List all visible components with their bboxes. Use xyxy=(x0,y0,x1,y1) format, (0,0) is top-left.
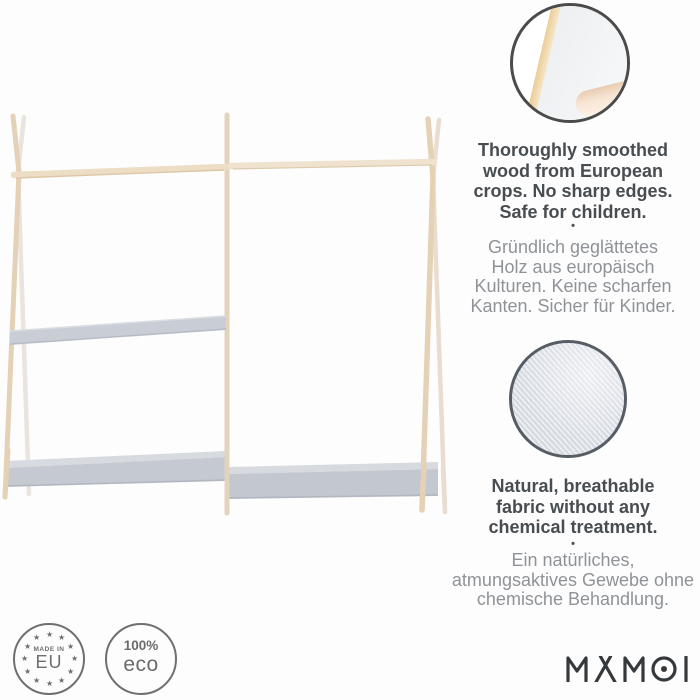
subtext-line: Kanten. Sicher für Kinder. xyxy=(470,295,676,316)
eco-badge xyxy=(105,623,177,695)
separator-dot: • xyxy=(571,220,575,232)
rack-hanging-rail-left xyxy=(14,167,226,178)
headline-line: fabric without any xyxy=(495,496,650,517)
eu-star-icon: ★ xyxy=(58,676,66,685)
logo-letter-m xyxy=(566,656,588,682)
logo-letter-m xyxy=(623,656,645,682)
eu-label: EU xyxy=(35,652,63,672)
eu-star-icon: ★ xyxy=(46,630,54,639)
rack-middle-shelf xyxy=(10,316,226,345)
subtext-line: Holz aus europäisch xyxy=(491,256,655,277)
rack-right-frame xyxy=(422,119,445,512)
headline-line: Safe for children. xyxy=(499,201,647,222)
logo-letter-o-dot-icon xyxy=(651,656,677,682)
eu-star-icon: ★ xyxy=(67,642,75,651)
eco-label: eco xyxy=(123,653,159,676)
feature-1-headline xyxy=(446,140,700,222)
clothing-rack-photo xyxy=(0,100,460,530)
feature-2-subtext-de xyxy=(446,551,700,610)
headline-line: wood from European xyxy=(483,160,663,181)
subtext-line: Gründlich geglättetes xyxy=(487,237,659,257)
rack-bottom-right-shelf xyxy=(228,462,438,499)
subtext-line: Ein natürliches, xyxy=(511,550,635,570)
subtext-line: atmungsaktives Gewebe ohne xyxy=(451,569,695,590)
fabric-detail-circle xyxy=(509,340,627,458)
rack-bottom-left-shelf xyxy=(5,451,226,487)
headline-line: Natural, breathable xyxy=(491,476,655,496)
logo-letter-a-teepee-icon xyxy=(594,656,617,682)
brand-logo xyxy=(566,652,689,682)
subtext-line: chemische Behandlung. xyxy=(476,589,670,609)
logo-letter-i xyxy=(683,656,689,682)
headline-line: chemical treatment. xyxy=(488,517,658,537)
eco-percent-label: 100% xyxy=(123,638,159,653)
feature-1-subtext-de xyxy=(446,238,700,316)
headline-line: crops. No sharp edges. xyxy=(473,181,673,201)
eu-star-icon: ★ xyxy=(21,654,29,663)
subtext-line: Kulturen. Keine scharfen xyxy=(474,276,672,296)
eu-star-icon: ★ xyxy=(24,642,32,651)
separator-dot: • xyxy=(571,538,575,550)
eu-star-icon: ★ xyxy=(46,679,54,688)
eu-star-icon: ★ xyxy=(24,667,32,676)
feature-2-headline xyxy=(446,476,700,538)
fabric-highlight xyxy=(512,343,624,455)
eu-star-icon: ★ xyxy=(33,676,41,685)
eu-star-icon: ★ xyxy=(67,667,75,676)
eu-star-icon: ★ xyxy=(33,633,41,642)
eu-star-icon: ★ xyxy=(71,654,79,663)
headline-line: Thoroughly smoothed xyxy=(478,140,668,160)
wood-detail-circle xyxy=(510,3,630,123)
made-in-label: MADE IN xyxy=(33,646,65,653)
made-in-eu-badge xyxy=(13,623,85,695)
eu-star-icon: ★ xyxy=(58,633,66,642)
rack-hanging-rail-right xyxy=(231,162,434,169)
